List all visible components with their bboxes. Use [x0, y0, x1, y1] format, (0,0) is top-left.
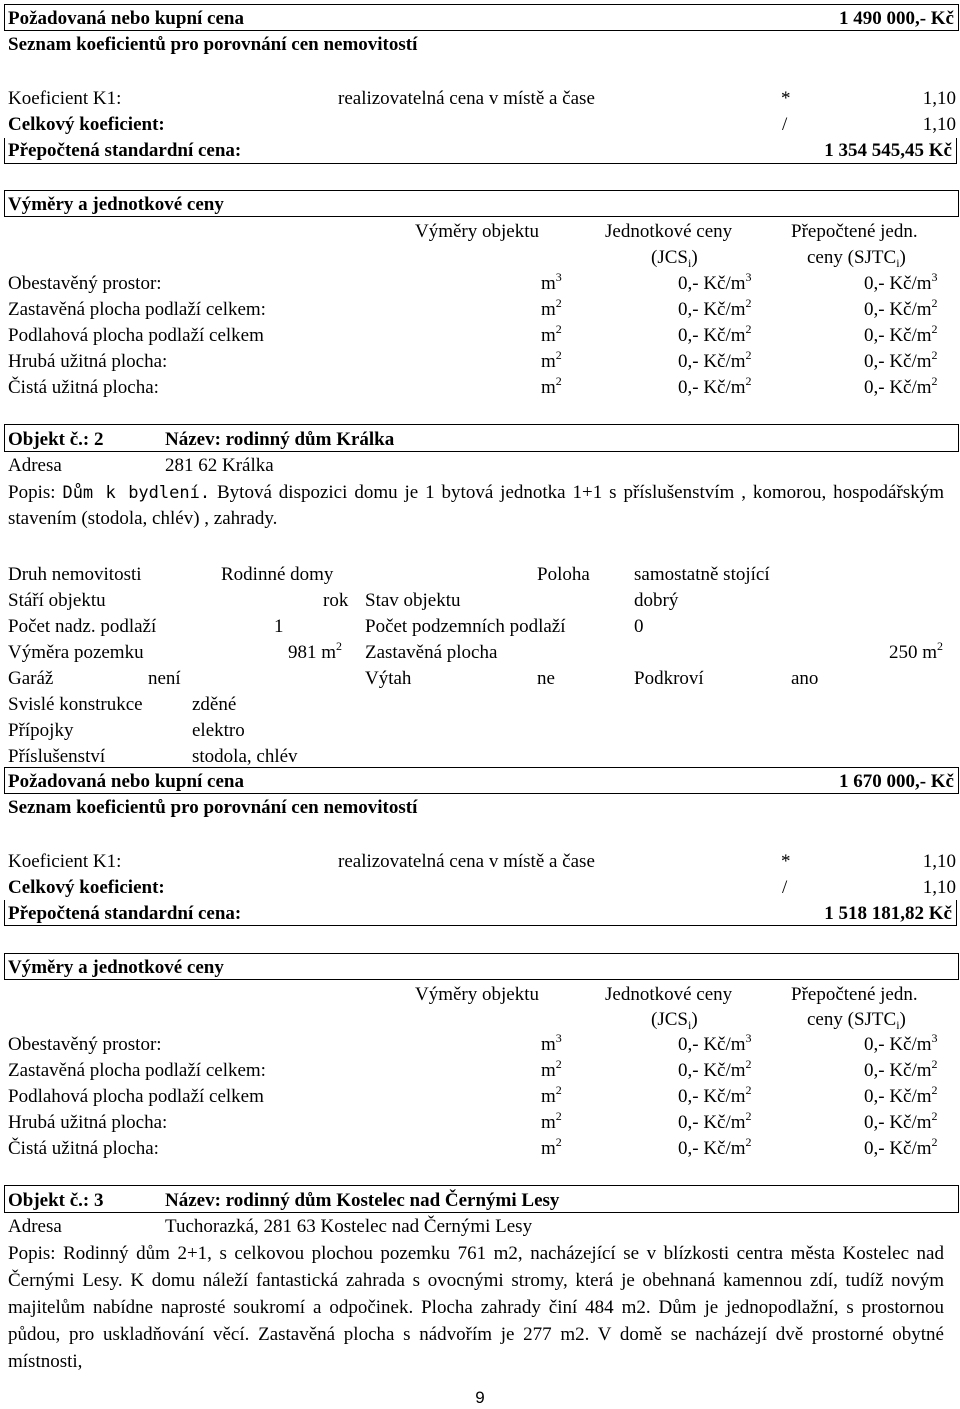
- row-unit: $m^3$: [541, 1031, 562, 1055]
- col-recalc-subheader: ceny $(SJTC_i)$: [807, 247, 906, 270]
- attic-label: Podkroví: [634, 668, 704, 689]
- row-unit: $m^2$: [541, 296, 562, 320]
- coef-heading-2: Seznam koeficientů pro porovnání cen nemovitostí: [8, 797, 418, 818]
- utilities: elektro: [192, 720, 245, 741]
- row-sjtc: 0,- $Kč/m^2$: [864, 1083, 938, 1107]
- k1-operator-2: *: [781, 851, 791, 872]
- row-sjtc: 0,- $Kč/m^3$: [864, 1031, 938, 1055]
- row-jcs: 0,- $Kč/m^2$: [678, 374, 752, 398]
- age-label: Stáří objektu: [8, 590, 106, 611]
- page-number: 9: [475, 1388, 485, 1407]
- condition: dobrý: [634, 590, 679, 611]
- object-2-address: 281 62 Králka: [165, 455, 274, 476]
- condition-label: Stav objektu: [365, 590, 461, 611]
- row-label: Obestavěný prostor:: [8, 273, 162, 294]
- object-3-address-label: Adresa: [8, 1216, 62, 1237]
- col-recalc-header: Přepočtené jedn.: [791, 221, 918, 242]
- row-label: Hrubá užitná plocha:: [8, 351, 168, 372]
- recalc-right-rule: [956, 138, 957, 164]
- object-2-description: Popis: Dům k bydlení. Bytová dispozici domu je 1 bytová jednotka 1+1 s příslušenstvím , komorou, hospodářským stavením (stodola, chlév) , zahrady.: [8, 482, 944, 529]
- total-coef-value-2: 1,10: [922, 877, 956, 898]
- recalc-bottom-rule-2: [4, 925, 957, 926]
- row-label: Hrubá užitná plocha:: [8, 1112, 168, 1133]
- areas-title-2: Výměry a jednotkové ceny: [8, 957, 224, 978]
- recalc-value: 1 354 545,45 Kč: [824, 140, 952, 161]
- location-label: Poloha: [537, 564, 590, 585]
- accessories: stodola, chlév: [192, 746, 298, 767]
- floors: 1: [274, 616, 284, 637]
- total-coef-operator: /: [782, 114, 788, 135]
- row-unit: $m^2$: [541, 1083, 562, 1107]
- recalc-left-rule-2: [4, 900, 5, 926]
- row-jcs: 0,- $Kč/m^2$: [678, 296, 752, 320]
- underground-floors: 0: [634, 616, 644, 637]
- col-areas-header: Výměry objektu: [415, 984, 540, 1005]
- row-sjtc: 0,- $Kč/m^2$: [864, 1135, 938, 1159]
- row-sjtc: 0,- $Kč/m^2$: [864, 348, 938, 372]
- row-jcs: 0,- $Kč/m^2$: [678, 348, 752, 372]
- price-label: Požadovaná nebo kupní cena: [8, 8, 244, 29]
- k1-value: 1,10: [922, 88, 956, 109]
- row-label: Podlahová plocha podlaží celkem: [8, 1086, 264, 1107]
- row-jcs: 0,- $Kč/m^2$: [678, 1109, 752, 1133]
- garage: není: [148, 668, 181, 689]
- recalc-value-2: 1 518 181,82 Kč: [824, 903, 952, 924]
- object-3-address: Tuchorazká, 281 63 Kostelec nad Černými Lesy: [165, 1216, 533, 1237]
- row-jcs: 0,- $Kč/m^2$: [678, 322, 752, 346]
- built-area: 250 $m^2$: [889, 639, 944, 663]
- row-jcs: 0,- $Kč/m^2$: [678, 1057, 752, 1081]
- elevator-label: Výtah: [365, 668, 412, 689]
- areas-title: Výměry a jednotkové ceny: [8, 194, 224, 215]
- row-jcs: 0,- $Kč/m^2$: [678, 1135, 752, 1159]
- col-unit-price-header: Jednotkové ceny: [605, 221, 733, 242]
- row-unit: $m^2$: [541, 1135, 562, 1159]
- recalc-right-rule-2: [956, 900, 957, 926]
- elevator: ne: [537, 668, 555, 689]
- row-jcs: 0,- $Kč/m^2$: [678, 1083, 752, 1107]
- row-unit: $m^2$: [541, 1109, 562, 1133]
- col-recalc-header: Přepočtené jedn.: [791, 984, 918, 1005]
- row-label: Zastavěná plocha podlaží celkem:: [8, 299, 266, 320]
- accessories-label: Příslušenství: [8, 746, 106, 767]
- total-coef-value: 1,10: [922, 114, 956, 135]
- col-unit-price-subheader: $(JCS_i)$: [651, 1009, 698, 1032]
- total-coef-label: Celkový koeficient:: [8, 114, 165, 135]
- price-value-2: 1 670 000,- Kč: [838, 771, 954, 792]
- k1-desc-2: realizovatelná cena v místě a čase: [338, 851, 595, 872]
- utilities-label: Přípojky: [8, 720, 74, 741]
- walls: zděné: [192, 694, 237, 715]
- coef-heading: Seznam koeficientů pro porovnání cen nemovitostí: [8, 34, 418, 55]
- k1-value-2: 1,10: [922, 851, 956, 872]
- col-unit-price-header: Jednotkové ceny: [605, 984, 733, 1005]
- row-unit: $m^2$: [541, 348, 562, 372]
- row-unit: $m^2$: [541, 1057, 562, 1081]
- walls-label: Svislé konstrukce: [8, 694, 143, 715]
- row-label: Obestavěný prostor:: [8, 1034, 162, 1055]
- row-label: Zastavěná plocha podlaží celkem:: [8, 1060, 266, 1081]
- property-type: Rodinné domy: [221, 564, 334, 585]
- row-sjtc: 0,- $Kč/m^2$: [864, 322, 938, 346]
- price-value: 1 490 000,- Kč: [838, 8, 954, 29]
- recalc-bottom-rule: [4, 163, 957, 164]
- plot-area: 981 $m^2$: [288, 639, 343, 663]
- row-sjtc: 0,- $Kč/m^2$: [864, 296, 938, 320]
- price-label-2: Požadovaná nebo kupní cena: [8, 771, 244, 792]
- property-type-label: Druh nemovitosti: [8, 564, 142, 585]
- k1-label: Koeficient K1:: [8, 88, 122, 109]
- object-2-number: Objekt č.: 2: [8, 429, 104, 450]
- col-recalc-subheader: ceny $(SJTC_i)$: [807, 1009, 906, 1032]
- col-areas-header: Výměry objektu: [415, 221, 540, 242]
- row-sjtc: 0,- $Kč/m^2$: [864, 1109, 938, 1133]
- k1-label-2: Koeficient K1:: [8, 851, 122, 872]
- col-unit-price-subheader: $(JCS_i)$: [651, 247, 698, 270]
- object-2-address-label: Adresa: [8, 455, 62, 476]
- built-area-label: Zastavěná plocha: [365, 642, 498, 663]
- object-3-description: Popis: Rodinný dům 2+1, s celkovou plochou pozemku 761 m2, nacházející se v blízkosti centra města Kostelec nad Černými Lesy. K domu náleží fantastická zahrada s ovocnými stromy, která je obehnaná kamennou zdí, tudíž novým majitelům nabídne naprosté soukromí a odpočinek. Plocha zahrady činí 484 m2. Dům je jednopodlažní, s prostornou půdou, pro uskladňování věcí. Zastavěná plocha s nádvořím je 277 m2. V domě se nacházejí dvě prostorné obytné místnosti,: [8, 1243, 944, 1372]
- object-2-header-box: [4, 424, 959, 452]
- k1-desc: realizovatelná cena v místě a čase: [338, 88, 595, 109]
- object-3-number: Objekt č.: 3: [8, 1190, 104, 1211]
- age-unit: rok: [323, 590, 349, 611]
- row-sjtc: 0,- $Kč/m^3$: [864, 270, 938, 294]
- garage-label: Garáž: [8, 668, 54, 689]
- recalc-label: Přepočtená standardní cena:: [8, 140, 242, 161]
- recalc-left-rule: [4, 138, 5, 164]
- row-unit: $m^3$: [541, 270, 562, 294]
- row-sjtc: 0,- $Kč/m^2$: [864, 374, 938, 398]
- object-3-name: Název: rodinný dům Kostelec nad Černými Lesy: [165, 1190, 560, 1211]
- underground-floors-label: Počet podzemních podlaží: [365, 616, 566, 637]
- row-sjtc: 0,- $Kč/m^2$: [864, 1057, 938, 1081]
- attic: ano: [791, 668, 819, 689]
- recalc-label-2: Přepočtená standardní cena:: [8, 903, 242, 924]
- row-label: Čistá užitná plocha:: [8, 1138, 159, 1159]
- row-label: Čistá užitná plocha:: [8, 377, 159, 398]
- location: samostatně stojící: [634, 564, 770, 585]
- total-coef-operator-2: /: [782, 877, 788, 898]
- row-jcs: 0,- $Kč/m^3$: [678, 270, 752, 294]
- plot-area-label: Výměra pozemku: [8, 642, 144, 663]
- row-jcs: 0,- $Kč/m^3$: [678, 1031, 752, 1055]
- row-unit: $m^2$: [541, 322, 562, 346]
- k1-operator: *: [781, 88, 791, 109]
- object-2-name: Název: rodinný dům Králka: [165, 429, 395, 450]
- row-unit: $m^2$: [541, 374, 562, 398]
- floors-label: Počet nadz. podlaží: [8, 616, 157, 637]
- total-coef-label-2: Celkový koeficient:: [8, 877, 165, 898]
- row-label: Podlahová plocha podlaží celkem: [8, 325, 264, 346]
